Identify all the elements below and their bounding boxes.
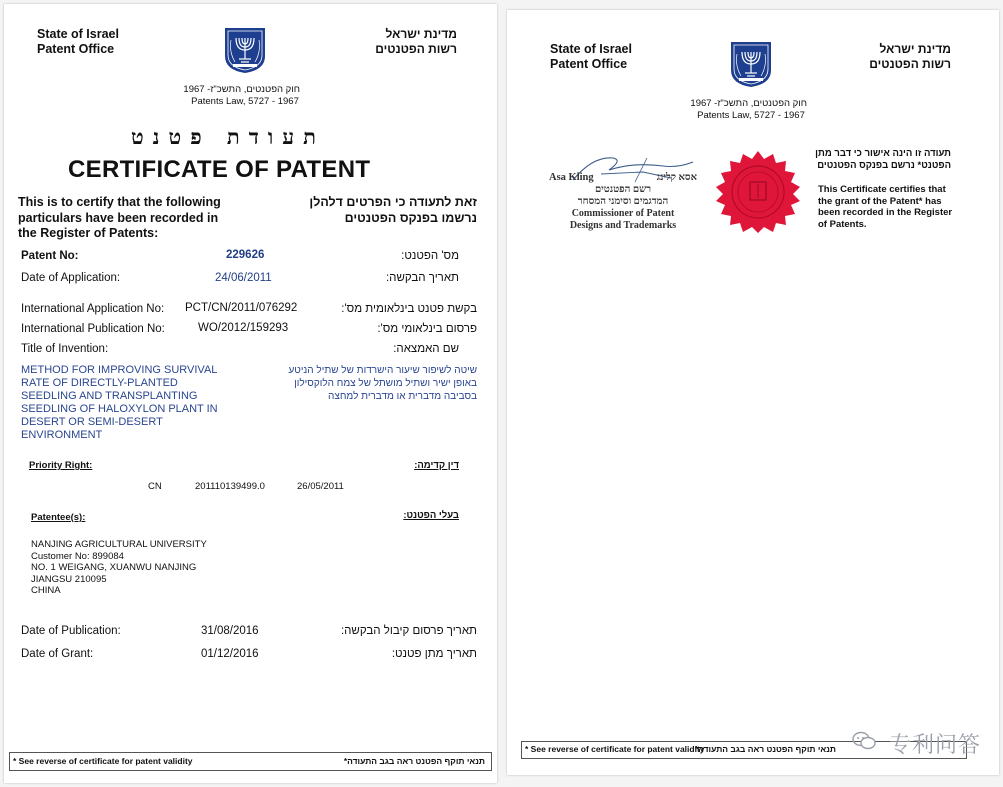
date-of-grant-value: 01/12/2016 [201, 648, 259, 660]
patents-law [183, 84, 300, 108]
patent-office-he: רשות הפטנטים [869, 57, 951, 71]
grant-line-en: This Certificate certifies that [818, 184, 946, 195]
date-of-application-label-he: תאריך הבקשה: [385, 272, 459, 284]
patent-office-text: Patent Office [550, 57, 628, 71]
signatory-title-line: Designs and Trademarks [569, 220, 677, 231]
patentee-line: NO. 1 WEIGANG, XUANWU NANJING [31, 562, 197, 573]
international-application-label: International Application No: [21, 303, 165, 315]
priority-right-label: Priority Right: [29, 460, 93, 471]
patentee-label: Patentee(s): [31, 512, 86, 523]
priority-number: 201110139499.0 [195, 481, 265, 492]
law-he: חוק הפטנטים, התשכ"ז- 1967 [690, 98, 807, 109]
state-of-israel-he: מדינת ישראל [385, 27, 457, 41]
law-en: Patents Law, 5727 - 1967 [191, 96, 299, 107]
patent-no-label: Patent No: [21, 250, 79, 262]
menorah-emblem-icon [729, 40, 773, 93]
international-publication-label: International Publication No: [21, 323, 165, 335]
grant-line-en: been recorded in the Register [818, 207, 953, 218]
certify-line: particulars have been recorded in [18, 210, 219, 225]
date-of-application-label: Date of Application: [21, 272, 121, 284]
international-application-label-he: בקשת פטנט בינלאומית מס': [341, 303, 477, 315]
date-of-publication-value: 31/08/2016 [201, 625, 259, 637]
priority-date: 26/05/2011 [297, 481, 344, 492]
date-of-application-value: 24/06/2011 [215, 272, 272, 284]
date-of-publication-label: Date of Publication: [21, 625, 121, 637]
invention-title-line: RATE OF DIRECTLY-PLANTED [21, 377, 178, 389]
signatory-name-he: אסא קלינג [656, 172, 697, 183]
red-seal-icon [712, 151, 804, 238]
certificate-title-he: תעודת פטנט [131, 124, 325, 149]
signatory-name-en: Asa Kling [549, 172, 594, 183]
date-of-grant-label: Date of Grant: [21, 648, 94, 660]
invention-title-en [21, 364, 218, 442]
grant-line-en: of Patents. [818, 218, 867, 230]
invention-title-line-he: בסביבה מדברית או מדברית למחצה [328, 391, 477, 402]
menorah-emblem-icon [223, 26, 267, 79]
invention-title-he [288, 364, 477, 403]
patentee-line: CHINA [31, 585, 61, 596]
signatory-title-line: רשם הפטנטים [594, 184, 652, 195]
law-he: חוק הפטנטים, התשכ"ז- 1967 [183, 84, 300, 95]
grant-line-he: הפטנט* נרשם בפנקס הפטנטים [817, 159, 951, 171]
validity-footer [9, 752, 492, 771]
patentee-line: JIANGSU 210095 [31, 573, 107, 585]
validity-note-he: תנאי תוקף הפטנט ראה בגב התעודה* [694, 744, 836, 754]
invention-title-line: ENVIRONMENT [21, 429, 103, 441]
validity-note-en: * See reverse of certificate for patent validity [525, 744, 705, 754]
invention-title-line: SEEDLING AND TRANSPLANTING [21, 390, 198, 402]
patentee-line: NANJING AGRICULTURAL UNIVERSITY [31, 539, 207, 550]
certify-line: the Register of Patents: [18, 226, 159, 240]
certificate-back-page [507, 10, 999, 775]
header-he-right [869, 42, 951, 72]
patent-office-he: רשות הפטנטים [375, 42, 457, 56]
signatory-title-line: Commissioner of Patent [571, 208, 675, 219]
state-of-israel-text: State of Israel [550, 42, 632, 56]
invention-title-line: DESERT OR SEMI-DESERT [21, 416, 163, 428]
date-of-grant-label-he: תאריך מתן פטנט: [391, 648, 477, 660]
certify-text-en [18, 195, 221, 242]
invention-title-line: SEEDLING OF HALOXYLON PLANT IN [21, 403, 218, 415]
grant-line-he: תעודה זו הינה אישור כי דבר מתן [815, 148, 951, 159]
certify-line-he: זאת לתעודה כי הפרטים דלהלן [309, 195, 477, 209]
patent-no-label-he: מס' הפטנט: [401, 250, 459, 262]
patentee-address [31, 539, 207, 597]
state-of-israel-text: State of Israel [37, 27, 119, 41]
signatory-title-line: המדגמים וסימני המסחר [577, 196, 669, 207]
priority-country: CN [148, 481, 162, 492]
title-of-invention-label-he: שם האמצאה: [393, 343, 459, 355]
wechat-watermark [852, 728, 981, 759]
grant-statement-en [818, 184, 952, 230]
international-publication-label-he: פרסום בינלאומי מס': [377, 323, 477, 335]
invention-title-line: METHOD FOR IMPROVING SURVIVAL [21, 364, 218, 376]
title-of-invention-label: Title of Invention: [21, 343, 109, 355]
watermark-text: 专利问答 [888, 733, 981, 758]
invention-title-line-he: באופן ישיר ושתיל מושתל של צמח הלוקסילון [294, 378, 477, 389]
grant-line-en: the grant of the Patent* has [818, 195, 942, 207]
date-of-publication-label-he: תאריך פרסום קיבול הבקשה: [340, 625, 477, 637]
grant-statement-he [815, 148, 951, 171]
wechat-icon [852, 731, 876, 757]
validity-note-en: * See reverse of certificate for patent validity [13, 756, 193, 766]
invention-title-line-he: שיטה לשיפור שיעור הישרדות של שתיל הניטע [288, 365, 477, 376]
international-publication-value: WO/2012/159293 [198, 322, 289, 334]
patent-office-text: Patent Office [37, 42, 115, 56]
certificate-title-en: CERTIFICATE OF PATENT [68, 156, 371, 183]
priority-right-label-he: דין קדימה: [414, 460, 459, 471]
patent-no-value: 229626 [226, 249, 265, 261]
certificate-front-page [4, 4, 497, 783]
patentee-line: Customer No: 899084 [31, 550, 124, 562]
certify-line: This is to certify that the following [18, 195, 221, 209]
signatory-title [543, 184, 703, 232]
international-application-value: PCT/CN/2011/076292 [185, 302, 298, 314]
header-en-right [550, 42, 632, 72]
validity-note-he: תנאי תוקף הפטנט ראה בגב התעודה* [343, 756, 485, 766]
state-of-israel-he: מדינת ישראל [879, 42, 951, 56]
certify-line-he: נרשמו בפנקס הפטנטים [344, 210, 477, 225]
law-en: Patents Law, 5727 - 1967 [697, 110, 805, 121]
header-he [375, 27, 457, 57]
certify-text-he [309, 195, 477, 226]
header-en [37, 27, 119, 57]
patents-law-right [690, 98, 807, 122]
patentee-label-he: בעלי הפטנט: [403, 510, 459, 521]
